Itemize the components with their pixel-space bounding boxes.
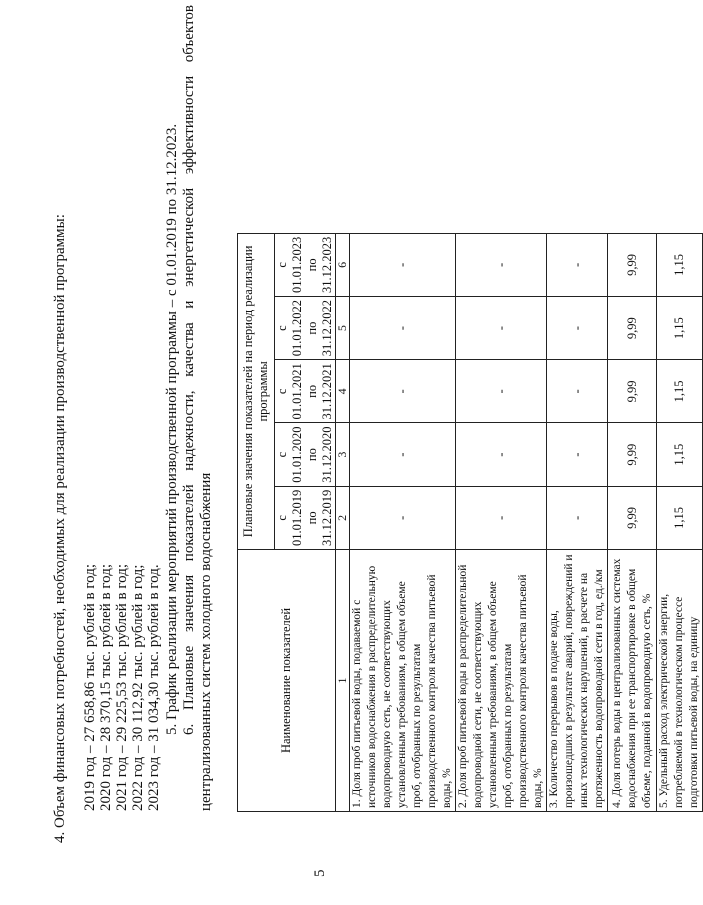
indicator-value: - bbox=[547, 360, 608, 423]
col-name-header: Наименование показателей bbox=[238, 550, 336, 812]
indicator-name: 1. Доля проб питьевой воды, подаваемой с источников водоснабжения в распределительную водопроводную сеть, не соответствующих установленным требованиям, в общем объеме проб, отобранных по результатам производственного контроля качества питьевой воды, % bbox=[350, 550, 456, 812]
indicator-value: - bbox=[456, 233, 547, 296]
financing-line-2020: 2020 год – 28 370,15 тыс. рублей в год; bbox=[98, 563, 114, 811]
indicator-value: 1,15 bbox=[657, 360, 703, 423]
indicator-value: 9,99 bbox=[608, 423, 657, 486]
financing-line-2023: 2023 год – 31 034,30 тыс. рублей в год. bbox=[146, 564, 162, 811]
table-row bbox=[456, 233, 547, 811]
col-number: 4 bbox=[336, 360, 350, 423]
section-5-text: 5. График реализации мероприятий производственной программы – с 01.01.2019 по 31.12.2023. bbox=[164, 123, 180, 735]
indicator-value: - bbox=[547, 233, 608, 296]
section-4-heading: 4. Объем финансовых потребностей, необходимых для реализации производственной программы: bbox=[52, 214, 68, 843]
indicator-value: 1,15 bbox=[657, 297, 703, 360]
col-number: 5 bbox=[336, 297, 350, 360]
indicator-value: 9,99 bbox=[608, 297, 657, 360]
indicator-value: - bbox=[350, 486, 456, 549]
financing-line-2019: 2019 год – 27 658,86 тыс. рублей в год; bbox=[82, 563, 98, 811]
col-number: 2 bbox=[336, 486, 350, 549]
period-2021: с 01.01.2021 по 31.12.2021 bbox=[275, 360, 336, 423]
indicator-value: 9,99 bbox=[608, 486, 657, 549]
period-2020: с 01.01.2020 по 31.12.2020 bbox=[275, 423, 336, 486]
section-6-text-line1: 6. Плановые значения показателей надежности, качества и энергетической эффективности объектов bbox=[181, 5, 197, 735]
financing-line-2022: 2022 год – 30 112,92 тыс. рублей в год; bbox=[130, 564, 146, 811]
indicator-value: 1,15 bbox=[657, 233, 703, 296]
indicator-value: - bbox=[350, 297, 456, 360]
table-row bbox=[547, 233, 608, 811]
indicator-value: - bbox=[350, 233, 456, 296]
indicator-name: 2. Доля проб питьевой воды в распределительной водопроводной сети, не соответствующих установленным требованиям, в общем объеме проб, отобранных по результатам производственного контроля качества питьевой воды, % bbox=[456, 550, 547, 812]
financing-line-2021: 2021 год – 29 225,53 тыс. рублей в год; bbox=[114, 563, 130, 811]
indicator-value: 9,99 bbox=[608, 233, 657, 296]
col-number: 1 bbox=[336, 550, 350, 812]
indicator-value: - bbox=[456, 423, 547, 486]
indicator-value: 1,15 bbox=[657, 423, 703, 486]
indicator-value: - bbox=[456, 297, 547, 360]
table-header-row bbox=[238, 233, 275, 811]
indicator-value: - bbox=[456, 486, 547, 549]
table-row bbox=[350, 233, 456, 811]
period-2022: с 01.01.2022 по 31.12.2022 bbox=[275, 297, 336, 360]
period-2019: с 01.01.2019 по 31.12.2019 bbox=[275, 486, 336, 549]
indicator-name: 5. Удельный расход электрической энергии, потребляемой в технологическом процессе подготовки питьевой воды, на единицу bbox=[657, 550, 703, 812]
table-row bbox=[608, 233, 657, 811]
indicator-value: 1,15 bbox=[657, 486, 703, 549]
indicator-value: - bbox=[547, 423, 608, 486]
col-number: 6 bbox=[336, 233, 350, 296]
period-2023: с 01.01.2023 по 31.12.2023 bbox=[275, 233, 336, 296]
indicator-value: - bbox=[350, 360, 456, 423]
indicator-value: - bbox=[350, 423, 456, 486]
column-number-row bbox=[336, 233, 350, 811]
table-row bbox=[657, 233, 703, 811]
col-number: 3 bbox=[336, 423, 350, 486]
page-number: 5 bbox=[312, 869, 328, 877]
indicator-value: - bbox=[547, 297, 608, 360]
section-6-text-line2: централизованных систем холодного водоснабжения bbox=[198, 472, 214, 811]
indicators-table bbox=[237, 233, 703, 812]
group-header: Плановые значения показателей на период реализации программы bbox=[238, 233, 275, 549]
indicator-value: - bbox=[547, 486, 608, 549]
indicator-value: 9,99 bbox=[608, 360, 657, 423]
indicator-name: 3. Количество перерывов в подаче воды, произошедших в результате аварий, повреждений и иных технологических нарушений, в расчете на протяженность водопроводной сети в год, ед./км bbox=[547, 550, 608, 812]
indicator-name: 4. Доля потерь воды в централизованных системах водоснабжения при ее транспортировке в общем объеме, поданной в водопроводную сеть, % bbox=[608, 550, 657, 812]
indicator-value: - bbox=[456, 360, 547, 423]
